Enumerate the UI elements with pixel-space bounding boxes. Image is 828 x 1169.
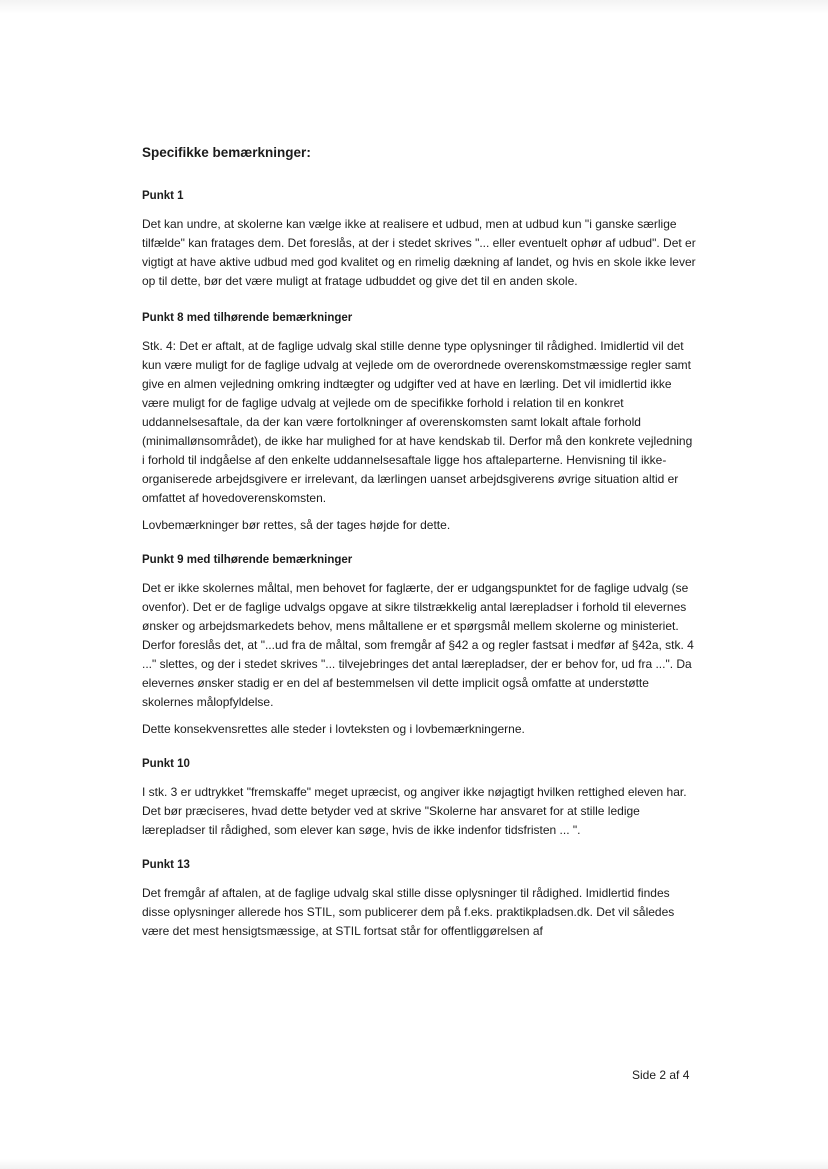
- section-title: Punkt 10: [142, 758, 190, 770]
- section-punkt-8: [142, 309, 698, 535]
- section-punkt-1: [142, 187, 698, 291]
- section-title: Punkt 13: [142, 859, 190, 871]
- paragraph: Stk. 4: Det er aftalt, at de faglige udvalg skal stille denne type oplysninger til rådighed. Imidlertid vil det kun være muligt for de faglige udvalg at vejlede om de overordnede overenskomstmæssige regler samt give en almen vejledning omkring indtægter og udgifter ved at have en lærling. Det vil imidlertid ikke være muligt for de faglige udvalg at vejlede om de specifikke forhold i relation til en konkret uddannelsesaftale, da der kan være fortolkninger af overenskomsten samt lokalt aftale forhold (minimallønsområdet), de ikke har mulighed for at have kendskab til. Derfor må den konkrete vejledning i forhold til indgåelse af den enkelte uddannelsesaftale ligge hos aftaleparterne. Henvisning til ikke-organiserede arbejdsgivere er irrelevant, da lærlingen uanset arbejdsgiverens øvrige situation altid er omfattet af hovedoverenskomsten.: [142, 339, 693, 505]
- section-title: Punkt 1: [142, 190, 184, 202]
- page-number: Side 2 af 4: [632, 1068, 690, 1082]
- paragraph: Lovbemærkninger bør rettes, så der tages højde for dette.: [142, 518, 451, 532]
- scan-edge-bottom: [0, 1159, 828, 1169]
- paragraph: Dette konsekvensrettes alle steder i lovteksten og i lovbemærkningerne.: [142, 722, 525, 736]
- section-title: Punkt 9 med tilhørende bemærkninger: [142, 554, 353, 566]
- document-body: [142, 143, 698, 959]
- paragraph: Det kan undre, at skolerne kan vælge ikke at realisere et udbud, men at udbud kun "i ganske særlige tilfælde" kan fratages dem. Det foreslås, at der i stedet skrives "... eller eventuelt ophør af udbud". Det er vigtigt at have aktive udbud med god kvalitet og en rimelig dækning af landet, og hvis en skole ikke lever op til dette, bør det være muligt at fratage udbuddet og give det til en anden skole.: [142, 217, 696, 288]
- paragraph: I stk. 3 er udtrykket "fremskaffe" meget upræcist, og angiver ikke nøjagtigt hvilken rettighed eleven har. Det bør præciseres, hvad dette betyder ved at skrive "Skolerne har ansvaret for at stille ledige lærepladser til rådighed, som elever kan søge, hvis de ikke indenfor tidsfristen ... ".: [142, 785, 687, 837]
- section-punkt-13: [142, 856, 698, 941]
- paragraph: Det fremgår af aftalen, at de faglige udvalg skal stille disse oplysninger til rådighed. Imidlertid findes disse oplysninger allerede hos STIL, som publicerer dem på f.eks. praktikpladsen.dk. Det vil således være det mest hensigtsmæssige, at STIL fortsat står for offentliggørelsen af: [142, 886, 675, 938]
- document-heading: Specifikke bemærkninger:: [142, 145, 311, 160]
- section-punkt-9: [142, 551, 698, 739]
- section-punkt-10: [142, 755, 698, 840]
- scan-edge-top: [0, 0, 828, 14]
- paragraph: Det er ikke skolernes måltal, men behovet for faglærte, der er udgangspunktet for de faglige udvalg (se ovenfor). Det er de faglige udvalgs opgave at sikre tilstrækkelig antal lærepladser i forhold til elevernes ønsker og arbejdsmarkedets behov, mens måltallene er et spørgsmål mellem skolerne og ministeriet. Derfor foreslås det, at "...ud fra de måltal, som fremgår af §42 a og regler fastsat i medfør af §42a, stk. 4 ..." slettes, og der i stedet skrives "... tilvejebringes det antal lærepladser, der er behov for, ud fra ...". Da elevernes ønsker stadig er en del af bestemmelsen vil dette implicit også omfatte at understøtte skolernes målopfyldelse.: [142, 581, 694, 709]
- section-title: Punkt 8 med tilhørende bemærkninger: [142, 312, 353, 324]
